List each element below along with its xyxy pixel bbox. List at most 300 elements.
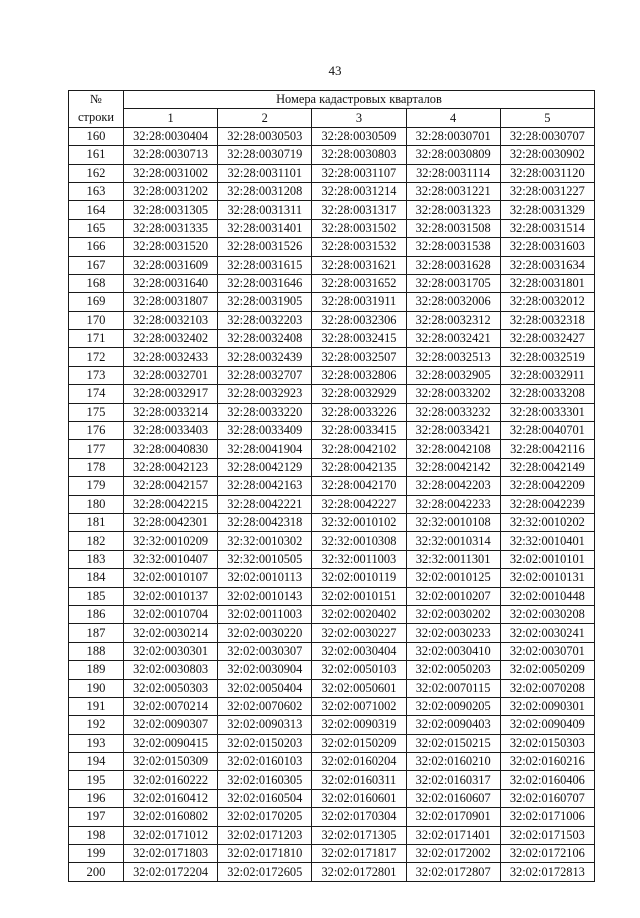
cadastral-number-cell: 32:02:0171006 bbox=[500, 808, 594, 826]
row-number-cell: 184 bbox=[69, 569, 124, 587]
cadastral-number-cell: 32:02:0010107 bbox=[124, 569, 218, 587]
cadastral-number-cell: 32:28:0033421 bbox=[406, 422, 500, 440]
cadastral-number-cell: 32:02:0090307 bbox=[124, 716, 218, 734]
cadastral-number-cell: 32:02:0090313 bbox=[218, 716, 312, 734]
cadastral-number-cell: 32:02:0050404 bbox=[218, 679, 312, 697]
row-number-cell: 180 bbox=[69, 495, 124, 513]
cadastral-number-cell: 32:28:0031621 bbox=[312, 256, 406, 274]
table-row bbox=[69, 697, 595, 715]
table-row bbox=[69, 219, 595, 237]
cadastral-number-cell: 32:28:0030503 bbox=[218, 127, 312, 145]
row-number-cell: 165 bbox=[69, 219, 124, 237]
cadastral-number-cell: 32:28:0031202 bbox=[124, 182, 218, 200]
table-row bbox=[69, 146, 595, 164]
cadastral-number-cell: 32:02:0050303 bbox=[124, 679, 218, 697]
cadastral-number-cell: 32:28:0033409 bbox=[218, 422, 312, 440]
table-row bbox=[69, 422, 595, 440]
header-row-bottom bbox=[69, 109, 595, 127]
table-row bbox=[69, 182, 595, 200]
table-row bbox=[69, 274, 595, 292]
cadastral-number-cell: 32:02:0160222 bbox=[124, 771, 218, 789]
cadastral-number-cell: 32:28:0032318 bbox=[500, 311, 594, 329]
cadastral-number-cell: 32:28:0031603 bbox=[500, 238, 594, 256]
cadastral-number-cell: 32:02:0171817 bbox=[312, 845, 406, 863]
table-row bbox=[69, 808, 595, 826]
table-row bbox=[69, 458, 595, 476]
cadastral-number-cell: 32:28:0042227 bbox=[312, 495, 406, 513]
row-number-cell: 172 bbox=[69, 348, 124, 366]
cadastral-number-cell: 32:02:0050601 bbox=[312, 679, 406, 697]
cadastral-number-cell: 32:02:0010125 bbox=[406, 569, 500, 587]
cadastral-number-cell: 32:02:0160216 bbox=[500, 753, 594, 771]
cadastral-number-cell: 32:28:0042233 bbox=[406, 495, 500, 513]
cadastral-number-cell: 32:02:0030227 bbox=[312, 624, 406, 642]
cadastral-quarters-table bbox=[68, 90, 595, 882]
cadastral-number-cell: 32:28:0032929 bbox=[312, 385, 406, 403]
cadastral-number-cell: 32:02:0070208 bbox=[500, 679, 594, 697]
row-number-cell: 189 bbox=[69, 661, 124, 679]
table-row bbox=[69, 550, 595, 568]
cadastral-number-cell: 32:28:0042157 bbox=[124, 477, 218, 495]
table-row bbox=[69, 366, 595, 384]
cadastral-number-cell: 32:32:0010505 bbox=[218, 550, 312, 568]
cadastral-number-cell: 32:02:0030404 bbox=[312, 642, 406, 660]
cadastral-number-cell: 32:02:0160504 bbox=[218, 789, 312, 807]
cadastral-number-cell: 32:28:0032433 bbox=[124, 348, 218, 366]
cadastral-number-cell: 32:28:0032408 bbox=[218, 330, 312, 348]
table-row bbox=[69, 311, 595, 329]
cadastral-number-cell: 32:28:0031227 bbox=[500, 182, 594, 200]
cadastral-number-cell: 32:02:0160311 bbox=[312, 771, 406, 789]
table-row bbox=[69, 624, 595, 642]
cadastral-number-cell: 32:28:0032306 bbox=[312, 311, 406, 329]
row-number-cell: 192 bbox=[69, 716, 124, 734]
cadastral-number-cell: 32:32:0010308 bbox=[312, 532, 406, 550]
cadastral-number-cell: 32:02:0160707 bbox=[500, 789, 594, 807]
cadastral-number-cell: 32:28:0031508 bbox=[406, 219, 500, 237]
cadastral-number-cell: 32:32:0010108 bbox=[406, 513, 500, 531]
cadastral-number-cell: 32:28:0033301 bbox=[500, 403, 594, 421]
table-row bbox=[69, 642, 595, 660]
column-header-4: 4 bbox=[406, 109, 500, 127]
cadastral-number-cell: 32:02:0170205 bbox=[218, 808, 312, 826]
cadastral-number-cell: 32:02:0010704 bbox=[124, 605, 218, 623]
cadastral-number-cell: 32:28:0030701 bbox=[406, 127, 500, 145]
cadastral-number-cell: 32:28:0030509 bbox=[312, 127, 406, 145]
row-number-cell: 160 bbox=[69, 127, 124, 145]
row-number-header-line2: строки bbox=[69, 109, 124, 127]
column-header-3: 3 bbox=[312, 109, 406, 127]
table-row bbox=[69, 495, 595, 513]
cadastral-number-cell: 32:28:0031002 bbox=[124, 164, 218, 182]
table-row bbox=[69, 771, 595, 789]
cadastral-number-cell: 32:02:0172801 bbox=[312, 863, 406, 881]
cadastral-number-cell: 32:02:0030904 bbox=[218, 661, 312, 679]
row-number-cell: 200 bbox=[69, 863, 124, 881]
table-header bbox=[69, 91, 595, 128]
row-number-cell: 179 bbox=[69, 477, 124, 495]
cadastral-number-cell: 32:28:0030404 bbox=[124, 127, 218, 145]
cadastral-number-cell: 32:28:0041904 bbox=[218, 440, 312, 458]
column-header-5: 5 bbox=[500, 109, 594, 127]
table-row bbox=[69, 256, 595, 274]
cadastral-number-cell: 32:28:0033214 bbox=[124, 403, 218, 421]
row-number-cell: 177 bbox=[69, 440, 124, 458]
row-number-cell: 182 bbox=[69, 532, 124, 550]
table-row bbox=[69, 403, 595, 421]
cadastral-number-cell: 32:28:0042318 bbox=[218, 513, 312, 531]
cadastral-number-cell: 32:28:0031628 bbox=[406, 256, 500, 274]
cadastral-number-cell: 32:02:0050103 bbox=[312, 661, 406, 679]
cadastral-number-cell: 32:02:0170304 bbox=[312, 808, 406, 826]
cadastral-number-cell: 32:02:0050209 bbox=[500, 661, 594, 679]
cadastral-number-cell: 32:02:0030410 bbox=[406, 642, 500, 660]
cadastral-number-cell: 32:32:0011003 bbox=[312, 550, 406, 568]
cadastral-number-cell: 32:28:0031514 bbox=[500, 219, 594, 237]
cadastral-number-cell: 32:02:0160406 bbox=[500, 771, 594, 789]
cadastral-number-cell: 32:28:0030719 bbox=[218, 146, 312, 164]
cadastral-number-cell: 32:28:0032507 bbox=[312, 348, 406, 366]
row-number-cell: 168 bbox=[69, 274, 124, 292]
row-number-cell: 167 bbox=[69, 256, 124, 274]
cadastral-number-cell: 32:28:0031526 bbox=[218, 238, 312, 256]
table-row bbox=[69, 532, 595, 550]
cadastral-number-cell: 32:28:0032312 bbox=[406, 311, 500, 329]
cadastral-number-cell: 32:28:0031323 bbox=[406, 201, 500, 219]
cadastral-number-cell: 32:28:0031520 bbox=[124, 238, 218, 256]
cadastral-number-cell: 32:02:0160305 bbox=[218, 771, 312, 789]
cadastral-number-cell: 32:28:0031634 bbox=[500, 256, 594, 274]
cadastral-number-cell: 32:02:0160103 bbox=[218, 753, 312, 771]
row-number-cell: 161 bbox=[69, 146, 124, 164]
cadastral-number-cell: 32:02:0090205 bbox=[406, 697, 500, 715]
cadastral-number-cell: 32:28:0031107 bbox=[312, 164, 406, 182]
cadastral-number-cell: 32:28:0042221 bbox=[218, 495, 312, 513]
cadastral-number-cell: 32:28:0031609 bbox=[124, 256, 218, 274]
cadastral-number-cell: 32:32:0010314 bbox=[406, 532, 500, 550]
cadastral-number-cell: 32:28:0033220 bbox=[218, 403, 312, 421]
cadastral-number-cell: 32:28:0031905 bbox=[218, 293, 312, 311]
cadastral-number-cell: 32:02:0171810 bbox=[218, 845, 312, 863]
cadastral-number-cell: 32:32:0011301 bbox=[406, 550, 500, 568]
row-number-cell: 199 bbox=[69, 845, 124, 863]
cadastral-number-cell: 32:02:0171803 bbox=[124, 845, 218, 863]
cadastral-number-cell: 32:28:0031705 bbox=[406, 274, 500, 292]
cadastral-number-cell: 32:28:0042123 bbox=[124, 458, 218, 476]
cadastral-number-cell: 32:02:0010137 bbox=[124, 587, 218, 605]
row-number-header-line1: № bbox=[69, 91, 124, 109]
table-row bbox=[69, 605, 595, 623]
cadastral-number-cell: 32:02:0010119 bbox=[312, 569, 406, 587]
row-number-cell: 190 bbox=[69, 679, 124, 697]
cadastral-number-cell: 32:28:0032103 bbox=[124, 311, 218, 329]
table-row bbox=[69, 716, 595, 734]
table-row bbox=[69, 661, 595, 679]
row-number-cell: 162 bbox=[69, 164, 124, 182]
row-number-cell: 176 bbox=[69, 422, 124, 440]
row-number-cell: 164 bbox=[69, 201, 124, 219]
cadastral-number-cell: 32:02:0010207 bbox=[406, 587, 500, 605]
cadastral-number-cell: 32:28:0031646 bbox=[218, 274, 312, 292]
cadastral-number-cell: 32:28:0031538 bbox=[406, 238, 500, 256]
cadastral-number-cell: 32:28:0032439 bbox=[218, 348, 312, 366]
row-number-cell: 175 bbox=[69, 403, 124, 421]
cadastral-number-cell: 32:28:0033232 bbox=[406, 403, 500, 421]
cadastral-number-cell: 32:02:0171012 bbox=[124, 826, 218, 844]
cadastral-number-cell: 32:28:0042108 bbox=[406, 440, 500, 458]
row-number-cell: 183 bbox=[69, 550, 124, 568]
cadastral-number-cell: 32:28:0031101 bbox=[218, 164, 312, 182]
table-row bbox=[69, 477, 595, 495]
cadastral-number-cell: 32:28:0042129 bbox=[218, 458, 312, 476]
cadastral-number-cell: 32:28:0030707 bbox=[500, 127, 594, 145]
cadastral-number-cell: 32:28:0032203 bbox=[218, 311, 312, 329]
cadastral-number-cell: 32:02:0172106 bbox=[500, 845, 594, 863]
cadastral-number-cell: 32:28:0032427 bbox=[500, 330, 594, 348]
cadastral-number-cell: 32:28:0032415 bbox=[312, 330, 406, 348]
row-number-cell: 174 bbox=[69, 385, 124, 403]
cadastral-number-cell: 32:02:0171305 bbox=[312, 826, 406, 844]
cadastral-number-cell: 32:28:0030902 bbox=[500, 146, 594, 164]
cadastral-number-cell: 32:02:0160204 bbox=[312, 753, 406, 771]
row-number-cell: 171 bbox=[69, 330, 124, 348]
cadastral-number-cell: 32:28:0042215 bbox=[124, 495, 218, 513]
table-row bbox=[69, 127, 595, 145]
cadastral-number-cell: 32:28:0032421 bbox=[406, 330, 500, 348]
row-number-cell: 170 bbox=[69, 311, 124, 329]
cadastral-number-cell: 32:28:0032402 bbox=[124, 330, 218, 348]
cadastral-number-cell: 32:02:0170901 bbox=[406, 808, 500, 826]
row-number-cell: 163 bbox=[69, 182, 124, 200]
cadastral-number-cell: 32:02:0010101 bbox=[500, 550, 594, 568]
table-row bbox=[69, 348, 595, 366]
cadastral-number-cell: 32:28:0032701 bbox=[124, 366, 218, 384]
cadastral-number-cell: 32:02:0171401 bbox=[406, 826, 500, 844]
cadastral-number-cell: 32:28:0032513 bbox=[406, 348, 500, 366]
cadastral-number-cell: 32:28:0033403 bbox=[124, 422, 218, 440]
cadastral-number-cell: 32:28:0031335 bbox=[124, 219, 218, 237]
row-number-cell: 191 bbox=[69, 697, 124, 715]
cadastral-number-cell: 32:28:0032519 bbox=[500, 348, 594, 366]
cadastral-number-cell: 32:28:0031911 bbox=[312, 293, 406, 311]
column-header-2: 2 bbox=[218, 109, 312, 127]
cadastral-number-cell: 32:02:0150303 bbox=[500, 734, 594, 752]
cadastral-number-cell: 32:32:0010401 bbox=[500, 532, 594, 550]
cadastral-number-cell: 32:02:0172813 bbox=[500, 863, 594, 881]
cadastral-number-cell: 32:02:0160607 bbox=[406, 789, 500, 807]
cadastral-number-cell: 32:28:0033226 bbox=[312, 403, 406, 421]
row-number-cell: 196 bbox=[69, 789, 124, 807]
cadastral-number-cell: 32:28:0042209 bbox=[500, 477, 594, 495]
cadastral-number-cell: 32:28:0031401 bbox=[218, 219, 312, 237]
header-row-top bbox=[69, 91, 595, 109]
cadastral-number-cell: 32:32:0010102 bbox=[312, 513, 406, 531]
table-row bbox=[69, 440, 595, 458]
row-number-cell: 187 bbox=[69, 624, 124, 642]
cadastral-number-cell: 32:02:0030214 bbox=[124, 624, 218, 642]
row-number-cell: 193 bbox=[69, 734, 124, 752]
cadastral-number-cell: 32:02:0171203 bbox=[218, 826, 312, 844]
cadastral-number-cell: 32:02:0030307 bbox=[218, 642, 312, 660]
cadastral-number-cell: 32:28:0042149 bbox=[500, 458, 594, 476]
cadastral-number-cell: 32:28:0042135 bbox=[312, 458, 406, 476]
row-number-cell: 198 bbox=[69, 826, 124, 844]
cadastral-number-cell: 32:02:0160210 bbox=[406, 753, 500, 771]
cadastral-number-cell: 32:02:0030233 bbox=[406, 624, 500, 642]
cadastral-number-cell: 32:28:0042142 bbox=[406, 458, 500, 476]
row-number-cell: 166 bbox=[69, 238, 124, 256]
cadastral-number-cell: 32:02:0030803 bbox=[124, 661, 218, 679]
cadastral-number-cell: 32:28:0031317 bbox=[312, 201, 406, 219]
cadastral-number-cell: 32:28:0033208 bbox=[500, 385, 594, 403]
cadastral-number-cell: 32:28:0030803 bbox=[312, 146, 406, 164]
table-row bbox=[69, 826, 595, 844]
cadastral-number-cell: 32:02:0150309 bbox=[124, 753, 218, 771]
table-row bbox=[69, 587, 595, 605]
cadastral-number-cell: 32:02:0030241 bbox=[500, 624, 594, 642]
cadastral-number-cell: 32:28:0031502 bbox=[312, 219, 406, 237]
table-row bbox=[69, 330, 595, 348]
cadastral-number-cell: 32:02:0160317 bbox=[406, 771, 500, 789]
cadastral-number-cell: 32:02:0030301 bbox=[124, 642, 218, 660]
cadastral-number-cell: 32:02:0030208 bbox=[500, 605, 594, 623]
cadastral-number-cell: 32:28:0030713 bbox=[124, 146, 218, 164]
group-title-header: Номера кадастровых кварталов bbox=[124, 91, 595, 109]
cadastral-number-cell: 32:32:0010407 bbox=[124, 550, 218, 568]
cadastral-number-cell: 32:02:0172807 bbox=[406, 863, 500, 881]
cadastral-number-cell: 32:32:0010302 bbox=[218, 532, 312, 550]
cadastral-number-cell: 32:28:0031329 bbox=[500, 201, 594, 219]
cadastral-number-cell: 32:02:0150209 bbox=[312, 734, 406, 752]
cadastral-number-cell: 32:02:0090415 bbox=[124, 734, 218, 752]
cadastral-number-cell: 32:28:0042203 bbox=[406, 477, 500, 495]
cadastral-number-cell: 32:02:0010151 bbox=[312, 587, 406, 605]
cadastral-number-cell: 32:28:0030809 bbox=[406, 146, 500, 164]
cadastral-number-cell: 32:28:0032006 bbox=[406, 293, 500, 311]
row-number-cell: 197 bbox=[69, 808, 124, 826]
row-number-cell: 169 bbox=[69, 293, 124, 311]
cadastral-number-cell: 32:28:0032707 bbox=[218, 366, 312, 384]
cadastral-number-cell: 32:28:0042102 bbox=[312, 440, 406, 458]
cadastral-number-cell: 32:28:0031221 bbox=[406, 182, 500, 200]
table-row bbox=[69, 863, 595, 881]
cadastral-number-cell: 32:28:0040830 bbox=[124, 440, 218, 458]
cadastral-number-cell: 32:02:0172002 bbox=[406, 845, 500, 863]
cadastral-number-cell: 32:28:0031114 bbox=[406, 164, 500, 182]
table-row bbox=[69, 293, 595, 311]
cadastral-number-cell: 32:28:0042116 bbox=[500, 440, 594, 458]
cadastral-number-cell: 32:02:0150203 bbox=[218, 734, 312, 752]
row-number-cell: 188 bbox=[69, 642, 124, 660]
cadastral-number-cell: 32:28:0042301 bbox=[124, 513, 218, 531]
cadastral-number-cell: 32:28:0031311 bbox=[218, 201, 312, 219]
table-row bbox=[69, 238, 595, 256]
cadastral-number-cell: 32:02:0070214 bbox=[124, 697, 218, 715]
cadastral-number-cell: 32:28:0042163 bbox=[218, 477, 312, 495]
cadastral-number-cell: 32:02:0171503 bbox=[500, 826, 594, 844]
cadastral-number-cell: 32:28:0031615 bbox=[218, 256, 312, 274]
cadastral-number-cell: 32:28:0031208 bbox=[218, 182, 312, 200]
cadastral-number-cell: 32:28:0032923 bbox=[218, 385, 312, 403]
cadastral-number-cell: 32:02:0090403 bbox=[406, 716, 500, 734]
cadastral-number-cell: 32:28:0033202 bbox=[406, 385, 500, 403]
table-body bbox=[69, 127, 595, 881]
cadastral-number-cell: 32:28:0032917 bbox=[124, 385, 218, 403]
cadastral-number-cell: 32:28:0032905 bbox=[406, 366, 500, 384]
table-row bbox=[69, 385, 595, 403]
table-row bbox=[69, 789, 595, 807]
cadastral-number-cell: 32:02:0172204 bbox=[124, 863, 218, 881]
cadastral-number-cell: 32:02:0030220 bbox=[218, 624, 312, 642]
cadastral-number-cell: 32:02:0010448 bbox=[500, 587, 594, 605]
cadastral-number-cell: 32:02:0030701 bbox=[500, 642, 594, 660]
row-number-cell: 181 bbox=[69, 513, 124, 531]
table-row bbox=[69, 753, 595, 771]
cadastral-number-cell: 32:02:0070602 bbox=[218, 697, 312, 715]
cadastral-number-cell: 32:02:0160601 bbox=[312, 789, 406, 807]
cadastral-number-cell: 32:02:0150215 bbox=[406, 734, 500, 752]
cadastral-number-cell: 32:28:0033415 bbox=[312, 422, 406, 440]
row-number-cell: 173 bbox=[69, 366, 124, 384]
cadastral-number-cell: 32:28:0031640 bbox=[124, 274, 218, 292]
cadastral-number-cell: 32:02:0090319 bbox=[312, 716, 406, 734]
cadastral-number-cell: 32:02:0010131 bbox=[500, 569, 594, 587]
cadastral-number-cell: 32:28:0031120 bbox=[500, 164, 594, 182]
table-row bbox=[69, 164, 595, 182]
table-row bbox=[69, 201, 595, 219]
cadastral-number-cell: 32:02:0011003 bbox=[218, 605, 312, 623]
cadastral-number-cell: 32:28:0032012 bbox=[500, 293, 594, 311]
cadastral-number-cell: 32:28:0031532 bbox=[312, 238, 406, 256]
table-row bbox=[69, 734, 595, 752]
cadastral-number-cell: 32:02:0020402 bbox=[312, 605, 406, 623]
table-row bbox=[69, 679, 595, 697]
cadastral-number-cell: 32:28:0031305 bbox=[124, 201, 218, 219]
cadastral-number-cell: 32:28:0031807 bbox=[124, 293, 218, 311]
table-row bbox=[69, 845, 595, 863]
cadastral-number-cell: 32:28:0042170 bbox=[312, 477, 406, 495]
cadastral-number-cell: 32:28:0032806 bbox=[312, 366, 406, 384]
column-header-1: 1 bbox=[124, 109, 218, 127]
cadastral-number-cell: 32:02:0010113 bbox=[218, 569, 312, 587]
cadastral-number-cell: 32:02:0070115 bbox=[406, 679, 500, 697]
row-number-cell: 185 bbox=[69, 587, 124, 605]
cadastral-number-cell: 32:02:0160412 bbox=[124, 789, 218, 807]
cadastral-number-cell: 32:28:0040701 bbox=[500, 422, 594, 440]
row-number-cell: 178 bbox=[69, 458, 124, 476]
cadastral-number-cell: 32:02:0090301 bbox=[500, 697, 594, 715]
cadastral-number-cell: 32:32:0010202 bbox=[500, 513, 594, 531]
cadastral-number-cell: 32:02:0090409 bbox=[500, 716, 594, 734]
cadastral-number-cell: 32:28:0031801 bbox=[500, 274, 594, 292]
cadastral-number-cell: 32:28:0042239 bbox=[500, 495, 594, 513]
cadastral-number-cell: 32:32:0010209 bbox=[124, 532, 218, 550]
row-number-cell: 195 bbox=[69, 771, 124, 789]
cadastral-number-cell: 32:28:0032911 bbox=[500, 366, 594, 384]
cadastral-number-cell: 32:02:0010143 bbox=[218, 587, 312, 605]
cadastral-number-cell: 32:02:0030202 bbox=[406, 605, 500, 623]
cadastral-number-cell: 32:02:0172605 bbox=[218, 863, 312, 881]
page-number: 43 bbox=[328, 63, 342, 78]
cadastral-number-cell: 32:28:0031652 bbox=[312, 274, 406, 292]
table-row bbox=[69, 513, 595, 531]
cadastral-number-cell: 32:02:0160802 bbox=[124, 808, 218, 826]
table-row bbox=[69, 569, 595, 587]
cadastral-number-cell: 32:28:0031214 bbox=[312, 182, 406, 200]
row-number-cell: 186 bbox=[69, 605, 124, 623]
row-number-cell: 194 bbox=[69, 753, 124, 771]
cadastral-number-cell: 32:02:0050203 bbox=[406, 661, 500, 679]
